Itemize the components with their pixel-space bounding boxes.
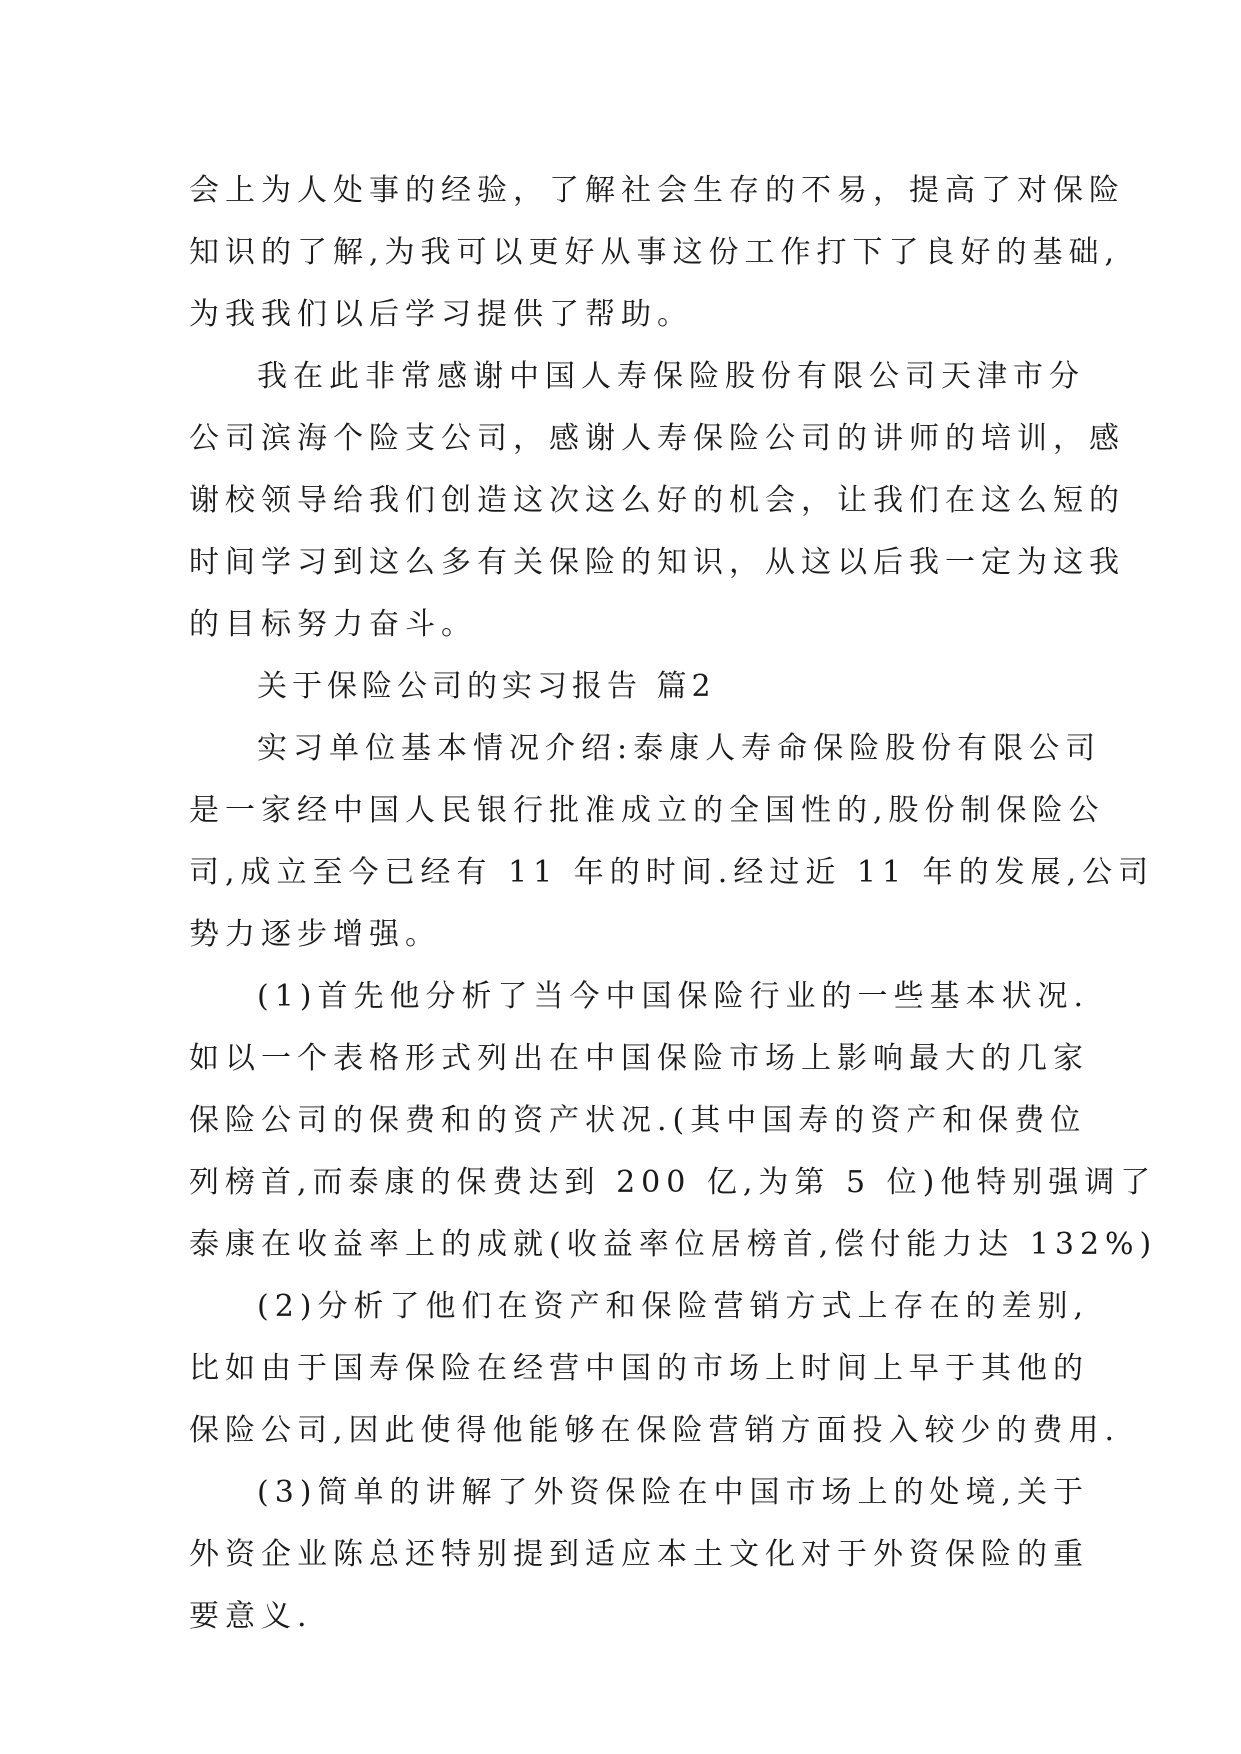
text-line: 的目标努力奋斗。 — [189, 607, 477, 642]
text-line: 时间学习到这么多有关保险的知识，从这以后我一定为这我 — [189, 545, 1125, 580]
text-line: 势力逐步增强。 — [189, 917, 441, 952]
paragraph-company-intro — [189, 718, 1155, 966]
paragraph-point-1 — [189, 966, 1158, 1276]
text-line: 谢校领导给我们创造这次这么好的机会，让我们在这么短的 — [189, 483, 1125, 518]
paragraph-point-3 — [189, 1462, 1090, 1648]
text-line: 外资企业陈总还特别提到适应本土文化对于外资保险的重 — [189, 1537, 1089, 1572]
text-line: 要意义. — [189, 1599, 313, 1634]
text-line: 如以一个表格形式列出在中国保险市场上影响最大的几家 — [189, 1041, 1089, 1076]
section-heading — [189, 656, 1069, 718]
text-line: (2)分析了他们在资产和保险营销方式上存在的差别, — [257, 1289, 1090, 1324]
text-line: 是一家经中国人民银行批准成立的全国性的,股份制保险公 — [189, 793, 1105, 828]
text-line: 为我我们以后学习提供了帮助。 — [189, 297, 693, 332]
text-line: (3)简单的讲解了外资保险在中国市场上的处境,关于 — [257, 1475, 1090, 1510]
paragraph-thanks — [189, 346, 1125, 656]
heading-line: 关于保险公司的实习报告 篇2 — [257, 669, 716, 704]
text-line: (1)首先他分析了当今中国保险行业的一些基本状况. — [257, 979, 1090, 1014]
paragraph-point-2 — [189, 1276, 1121, 1462]
text-line: 公司滨海个险支公司，感谢人寿保险公司的讲师的培训，感 — [189, 421, 1125, 456]
text-line: 实习单位基本情况介绍:泰康人寿命保险股份有限公司 — [257, 731, 1102, 766]
text-line: 会上为人处事的经验，了解社会生存的不易，提高了对保险 — [189, 173, 1125, 208]
text-line: 比如由于国寿保险在经营中国的市场上时间上早于其他的 — [189, 1351, 1089, 1386]
text-line: 司,成立至今已经有 11 年的时间.经过近 11 年的发展,公司 — [189, 855, 1155, 890]
text-line: 泰康在收益率上的成就(收益率位居榜首,偿付能力达 132%) — [189, 1227, 1158, 1262]
document-body — [189, 160, 1158, 1648]
text-line: 列榜首,而泰康的保费达到 200 亿,为第 5 位)他特别强调了 — [189, 1165, 1157, 1200]
text-line: 知识的了解,为我可以更好从事这份工作打下了良好的基础, — [189, 235, 1121, 270]
text-line: 我在此非常感谢中国人寿保险股份有限公司天津市分 — [257, 359, 1085, 394]
paragraph-continuation — [189, 160, 1125, 346]
text-line: 保险公司的保费和的资产状况.(其中国寿的资产和保费位 — [189, 1103, 1087, 1138]
text-line: 保险公司,因此使得他能够在保险营销方面投入较少的费用. — [189, 1413, 1121, 1448]
